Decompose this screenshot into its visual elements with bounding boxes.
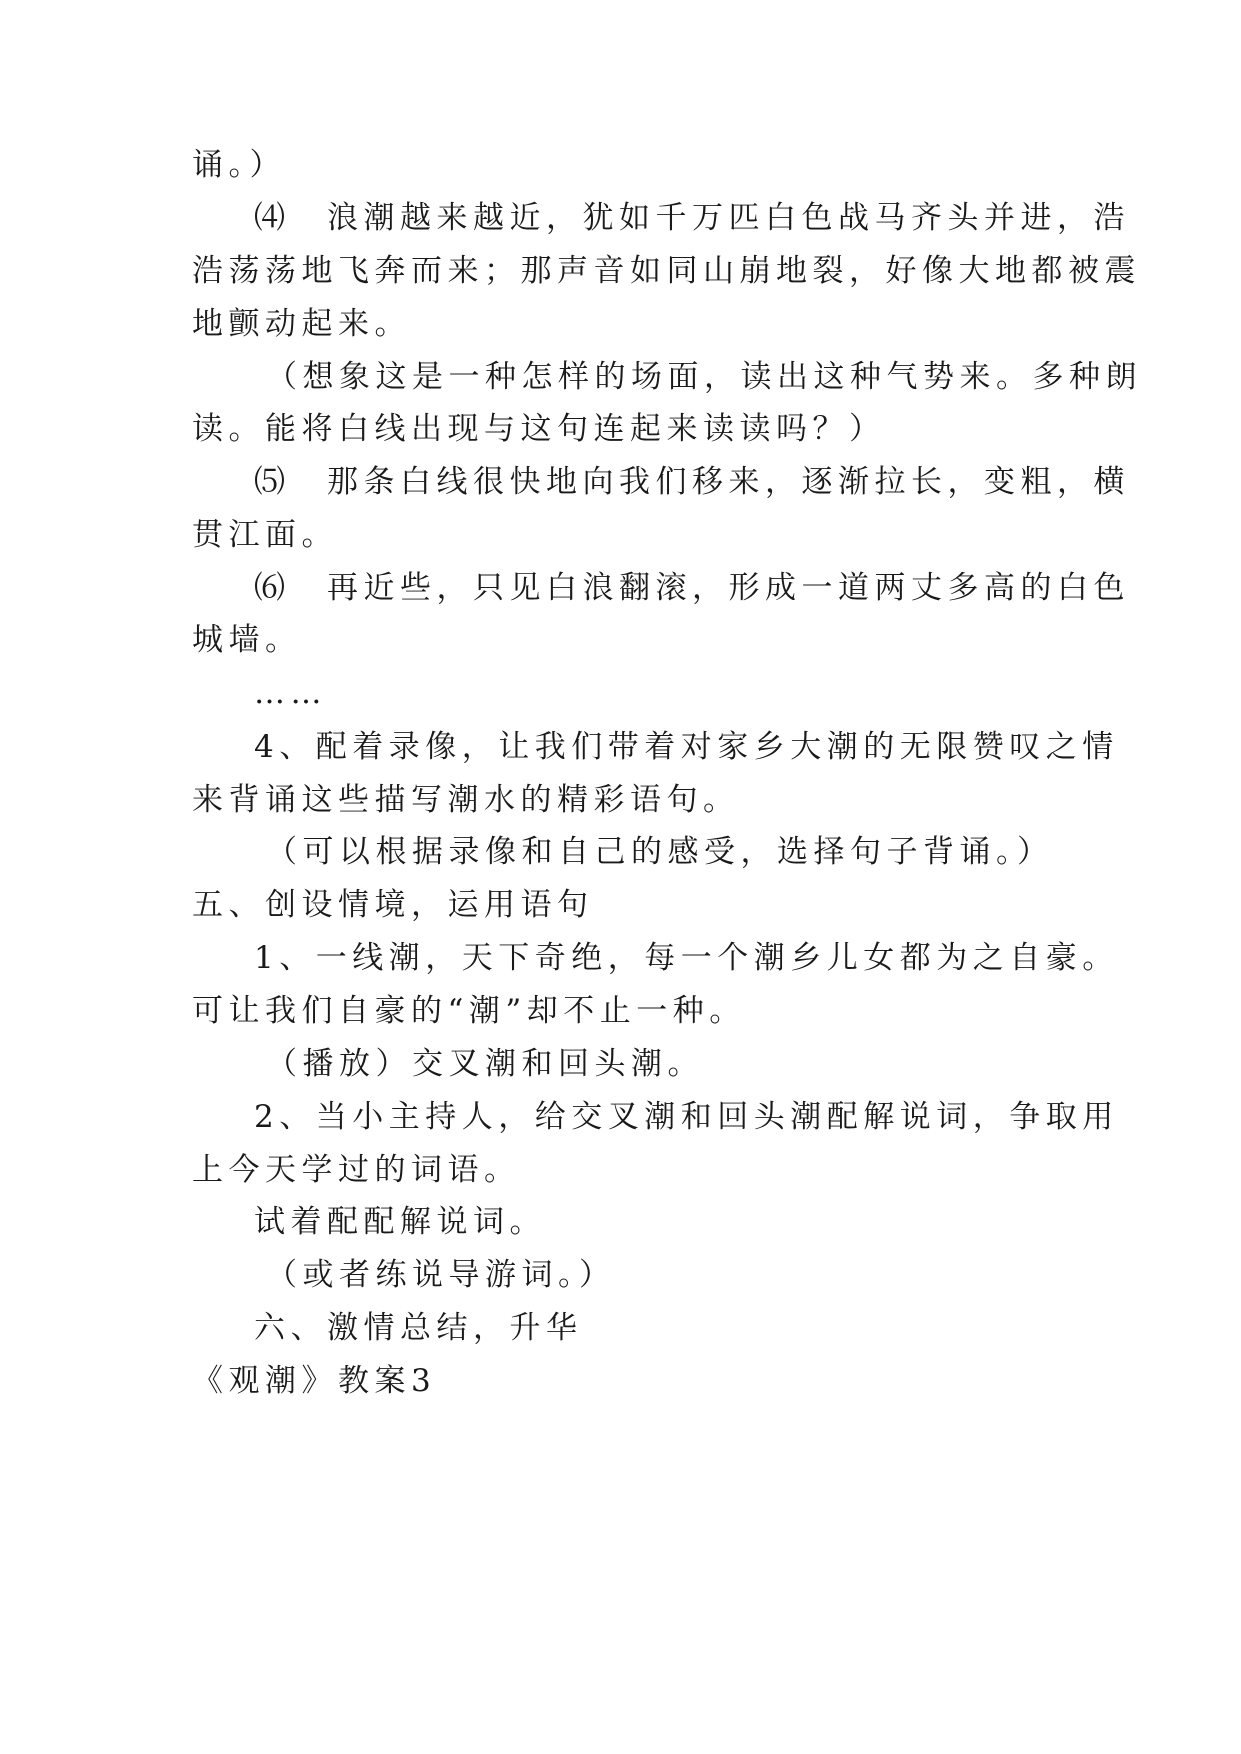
text-line: 浩荡荡地飞奔而来；那声音如同山崩地裂，好像大地都被震 [192, 253, 1141, 289]
text-line: ⑸ 那条白线很快地向我们移来，逐渐拉长，变粗，横 [254, 464, 1130, 500]
text-line: （或者练说导游词。） [266, 1257, 616, 1293]
text-line: 1、一线潮，天下奇绝，每一个潮乡儿女都为之自豪。 [254, 940, 1119, 976]
text-line: …… [254, 675, 327, 711]
text-line: ⑹ 再近些，只见白浪翻滚，形成一道两丈多高的白色 [254, 570, 1130, 606]
text-line: （可以根据录像和自己的感受，选择句子背诵。） [266, 834, 1054, 870]
text-line: （想象这是一种怎样的场面，读出这种气势来。多种朗 [266, 359, 1142, 395]
text-line: 诵。） [192, 147, 286, 183]
section-heading: 六、激情总结，升华 [254, 1310, 583, 1346]
document-title: 《观潮》教案3 [192, 1363, 437, 1399]
text-line: 试着配配解说词。 [254, 1204, 546, 1240]
text-line: 读。能将白线出现与这句连起来读读吗？） [192, 411, 886, 447]
text-line: 4、配着录像，让我们带着对家乡大潮的无限赞叹之情 [254, 729, 1119, 765]
text-line: 贯江面。 [192, 517, 338, 553]
text-line: 2、当小主持人，给交叉潮和回头潮配解说词，争取用 [254, 1099, 1119, 1135]
text-line: 上今天学过的词语。 [192, 1152, 521, 1188]
text-line: 来背诵这些描写潮水的精彩语句。 [192, 782, 740, 818]
text-line: 城墙。 [192, 622, 302, 658]
section-heading: 五、创设情境，运用语句 [192, 887, 594, 923]
text-line: ⑷ 浪潮越来越近，犹如千万匹白色战马齐头并进，浩 [254, 200, 1130, 236]
text-line: 地颤动起来。 [192, 306, 411, 342]
text-line: （播放）交叉潮和回头潮。 [266, 1046, 704, 1082]
text-line: 可让我们自豪的“潮”却不止一种。 [192, 993, 746, 1029]
